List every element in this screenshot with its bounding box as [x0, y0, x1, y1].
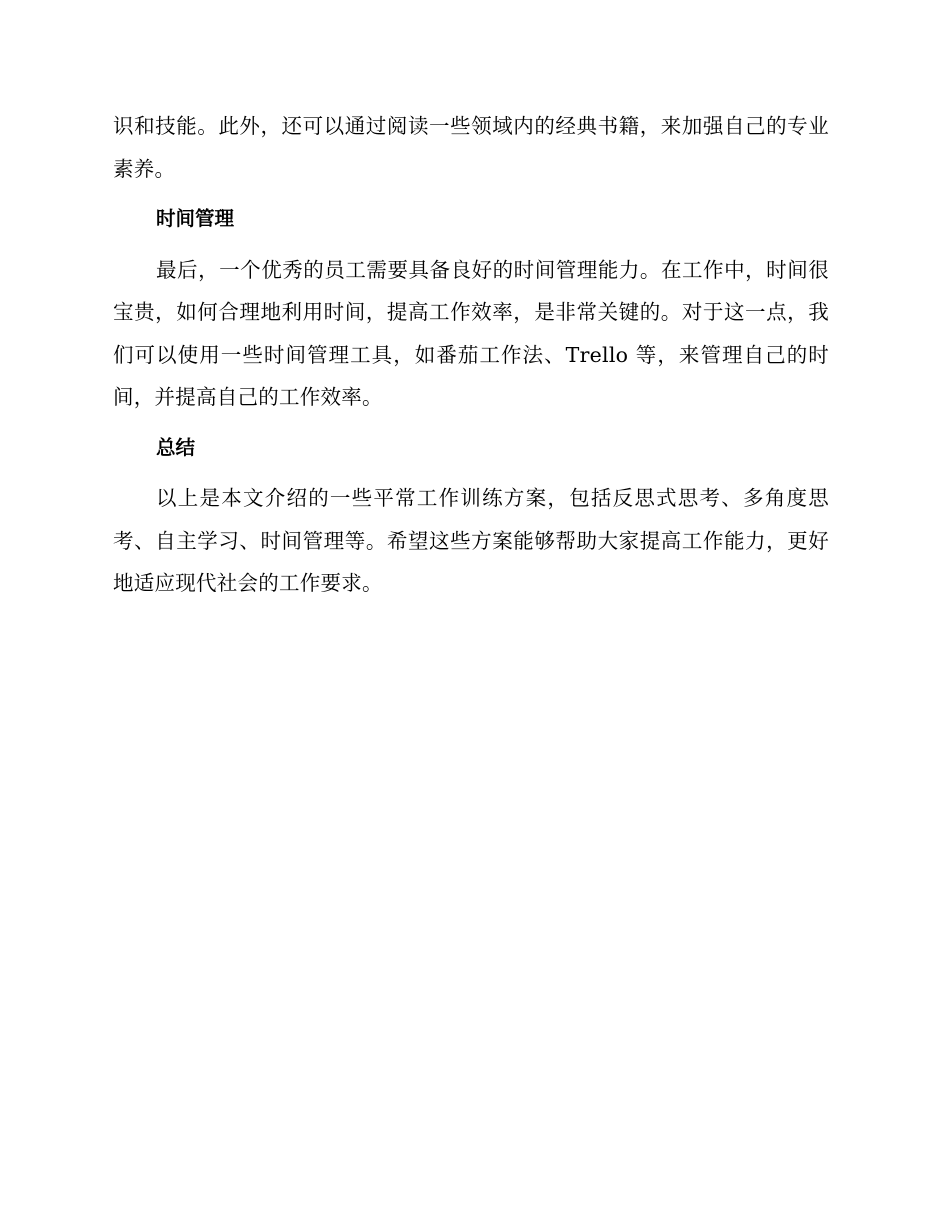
time-management-paragraph: 最后，一个优秀的员工需要具备良好的时间管理能力。在工作中，时间很宝贵，如何合理地利用时间，提高工作效率，是非常关键的。对于这一点，我们可以使用一些时间管理工具，如番茄工作法、Trello 等，来管理自己的时间，并提高自己的工作效率。: [113, 257, 829, 409]
intro-continuation-paragraph: 识和技能。此外，还可以通过阅读一些领域内的经典书籍，来加强自己的专业素养。: [113, 114, 829, 181]
summary-heading: 总结: [156, 435, 196, 459]
document-page: [113, 105, 829, 605]
time-management-heading: 时间管理: [156, 207, 235, 230]
summary-paragraph: 以上是本文介绍的一些平常工作训练方案，包括反思式思考、多角度思考、自主学习、时间管理等。希望这些方案能够帮助大家提高工作能力，更好地适应现代社会的工作要求。: [113, 486, 829, 595]
